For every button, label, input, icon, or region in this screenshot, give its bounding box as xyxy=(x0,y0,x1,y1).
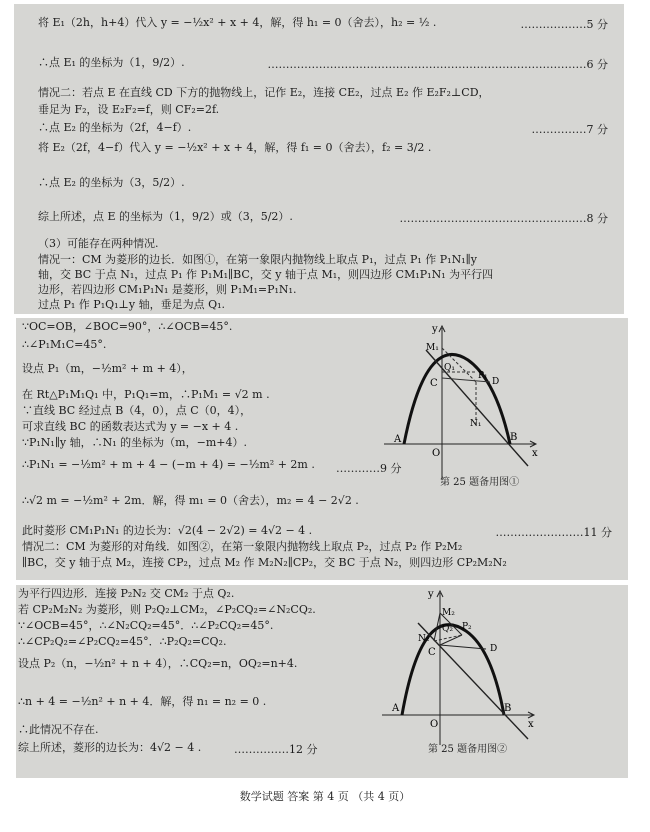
answer-panel-3 xyxy=(16,585,628,778)
fig2-label: M₂ xyxy=(442,608,455,618)
text-line: （3）可能存在两种情况. xyxy=(38,237,159,250)
fig1-label: B xyxy=(510,432,518,443)
fig1-label: A xyxy=(394,434,402,445)
text-line: ∴∠CP₂Q₂=∠P₂CQ₂=45°．∴P₂Q₂=CQ₂. xyxy=(18,635,227,648)
text-line: ∵直线 BC 经过点 B（4，0），点 C（0，4）， xyxy=(22,404,252,417)
fig2-label: D xyxy=(490,644,498,654)
text-line: 轴，交 BC 于点 N₁，过点 P₁ 作 P₁M₁∥BC，交 y 轴于点 M₁，则四边形 CM₁P₁N₁ 为平行四 xyxy=(38,268,494,281)
text-line: ∴n + 4 = −½n² + n + 4．解，得 n₁ = n₂ = 0 . xyxy=(18,695,267,708)
fig2-label: A xyxy=(392,703,400,714)
text-line: 设点 P₁（m，−½m² + m + 4）， xyxy=(22,362,193,375)
text-line: 将 E₂（2f，4−f）代入 y = −½x² + x + 4，解，得 f₁ = 0（舍去），f₂ = 3/2 . xyxy=(38,141,432,154)
figure-1 xyxy=(378,320,542,488)
text-line: 情况二：CM 为菱形的对角线．如图②，在第一象限内抛物线上取点 P₂，过点 P₂ 作 P₂M₂ xyxy=(22,540,463,553)
line-p2n2 xyxy=(434,635,462,641)
text-line: 设点 P₂（n，−½n² + n + 4），∴CQ₂=n，OQ₂=n+4. xyxy=(18,657,298,670)
answer-panel-2 xyxy=(16,318,628,580)
line-cp2 xyxy=(440,635,462,645)
text-line: ∴点 E₂ 的坐标为（3，5/2）. xyxy=(38,176,185,189)
text-line: ∴点 E₁ 的坐标为（1，9/2）. xyxy=(38,56,185,69)
score-mark: …………9 分 xyxy=(336,462,402,475)
fig2-label: C xyxy=(428,647,436,658)
fig1-label: y xyxy=(432,324,438,335)
text-line: 为平行四边形．连接 P₂N₂ 交 CM₂ 于点 Q₂. xyxy=(18,587,235,600)
score-mark: ……………7 分 xyxy=(531,123,608,136)
text-line: 此时菱形 CM₁P₁N₁ 的边长为：√2(4 − 2√2) = 4√2 − 4 . xyxy=(22,524,313,537)
text-line: 将 E₁（2h，h+4）代入 y = −½x² + x + 4，解，得 h₁ = 0（舍去），h₂ = ½ . xyxy=(38,16,437,29)
text-line: 在 Rt△P₁M₁Q₁ 中，P₁Q₁=m，∴P₁M₁ = √2 m . xyxy=(22,388,270,401)
text-line: 边形，若四边形 CM₁P₁N₁ 是菱形，则 P₁M₁=P₁N₁. xyxy=(38,283,297,296)
text-line: ∵OC=OB，∠BOC=90°，∴∠OCB=45°. xyxy=(22,320,233,333)
score-mark: ……………12 分 xyxy=(234,743,318,756)
fig1-label: M₁ xyxy=(426,343,439,353)
text-line: ∴点 E₂ 的坐标为（2f，4−f）. xyxy=(38,121,192,134)
text-line: ∴∠P₁M₁C=45°. xyxy=(22,338,107,351)
text-line: ∵P₁N₁∥y 轴，∴N₁ 的坐标为（m，−m+4）. xyxy=(22,436,247,449)
figure-2-caption: 第 25 题备用图② xyxy=(428,744,508,755)
fig1-label: x xyxy=(532,448,538,459)
fig2-label: O xyxy=(430,719,439,730)
text-line: ∵∠OCB=45°，∴∠N₂CQ₂=45°．∴∠P₂CQ₂=45°. xyxy=(18,619,274,632)
text-line: 若 CP₂M₂N₂ 为菱形，则 P₂Q₂⊥CM₂，∠P₂CQ₂=∠N₂CQ₂. xyxy=(18,603,316,616)
text-line: ∴此情况不存在. xyxy=(18,723,99,736)
fig2-label: N₂ xyxy=(418,634,430,644)
text-line: ∴P₁N₁ = −½m² + m + 4 − (−m + 4) = −½m² + 2m . xyxy=(22,458,315,471)
fig1-label: N₁ xyxy=(470,419,482,429)
fig1-label: O xyxy=(432,448,441,459)
parabola xyxy=(404,354,510,444)
fig2-label: P₂ xyxy=(462,622,472,632)
score-mark: ……………………11 分 xyxy=(495,526,612,539)
text-line: 情况一：CM 为菱形的边长．如图①，在第一象限内抛物线上取点 P₁，过点 P₁ 作 P₁N₁∥y xyxy=(38,253,477,266)
text-line: ∥BC，交 y 轴于点 M₂，连接 CP₂，过点 M₂ 作 M₂N₂∥CP₂，交 BC 于点 N₂，则四边形 CP₂M₂N₂ xyxy=(22,556,507,569)
text-line: ∴√2 m = −½m² + 2m．解，得 m₁ = 0（舍去），m₂ = 4 − 2√2 . xyxy=(22,494,359,507)
score-mark: ………………5 分 xyxy=(520,18,608,31)
fig2-label: x xyxy=(528,719,534,730)
text-line: 垂足为 F₂，设 E₂F₂=f，则 CF₂=2f. xyxy=(38,103,220,116)
text-line: 情况二：若点 E 在直线 CD 下方的抛物线上，记作 E₂，连接 CE₂，过点 E₂ 作 E₂F₂⊥CD， xyxy=(38,86,490,99)
text-line: 可求直线 BC 的函数表达式为 y = −x + 4 . xyxy=(22,420,239,433)
page-footer: 数学试题 答案 第 4 页 （共 4 页） xyxy=(239,790,411,803)
figure-2 xyxy=(378,587,538,747)
fig2-label: y xyxy=(428,589,434,600)
fig1-label: P₁ xyxy=(478,371,488,381)
score-mark: ……………………………………………………………………………6 分 xyxy=(267,58,608,71)
text-line: 过点 P₁ 作 P₁Q₁⊥y 轴，垂足为点 Q₁. xyxy=(38,298,226,311)
score-mark: ……………………………………………8 分 xyxy=(399,212,608,225)
text-line: 综上所述，菱形的边长为：4√2 − 4 . xyxy=(18,741,202,754)
figure-1-caption: 第 25 题备用图① xyxy=(440,477,520,488)
fig1-label: C xyxy=(430,378,438,389)
fig2-label: Q₂ xyxy=(442,624,453,634)
fig1-label: Q₁ xyxy=(444,363,455,373)
text-line: 综上所述，点 E 的坐标为（1，9/2）或（3，5/2）. xyxy=(38,210,293,223)
fig1-label: D xyxy=(492,377,500,387)
answer-panel-1 xyxy=(14,4,624,314)
fig2-label: B xyxy=(504,703,512,714)
